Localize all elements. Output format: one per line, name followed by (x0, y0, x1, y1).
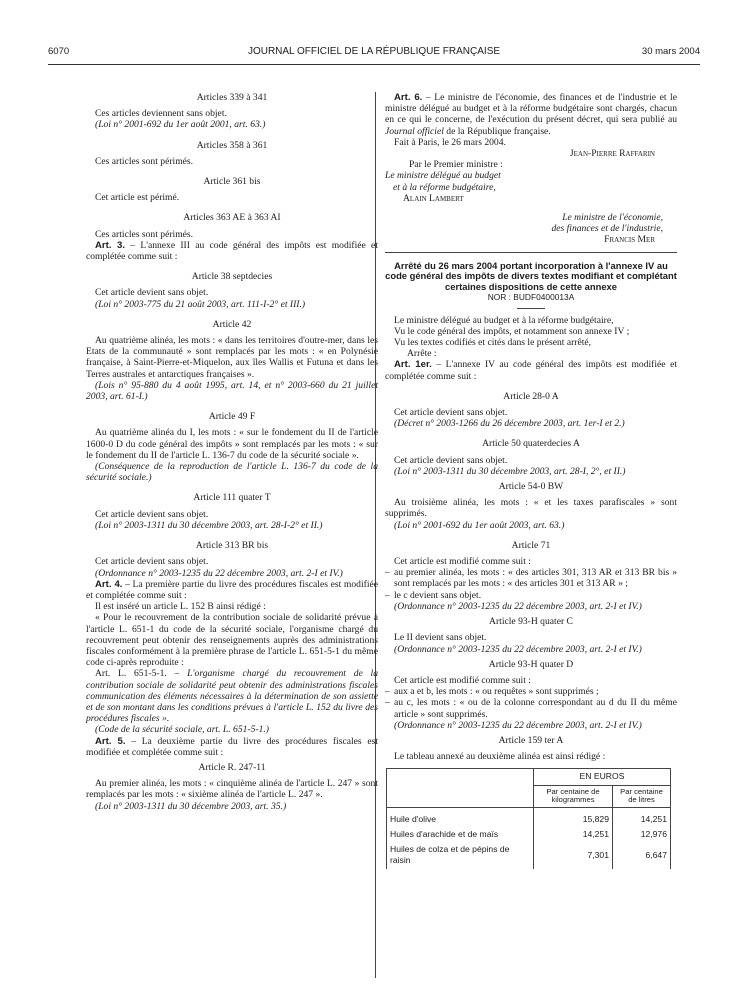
signature-prime-minister: Jean-Pierre Raffarin (569, 148, 655, 160)
minister-title: et à la réforme budgétaire, (393, 181, 496, 193)
source-note: (Loi n° 2003-1311 du 30 décembre 2003, art. 28-I-2° et II.) (95, 519, 323, 531)
article-3 (86, 240, 378, 262)
source-note: (Décret n° 2003-1266 du 26 décembre 2003, art. 1er-I et 2.) (394, 418, 625, 430)
article-text-end: de la République française. (443, 125, 551, 137)
source-note: (Loi n° 2003-775 du 21 août 2003, art. 111-I-2° et III.) (95, 298, 306, 310)
arrete-label: Arrête : (407, 348, 437, 360)
article-label: Art. 4. (95, 578, 123, 590)
article-label: Art. 3. (95, 239, 126, 251)
row-label: Huiles d'arachide et de maïs (387, 827, 534, 842)
header-rule (48, 64, 700, 65)
decree-title: Arrêté du 26 mars 2004 portant incorporation à l'annexe IV au code général des impôts de divers textes modifiant et complétant certaines dispositions de cette annexe (385, 259, 677, 292)
paragraph: Cet article devient sans objet. (95, 508, 209, 520)
table-corner (387, 769, 534, 807)
right-column (385, 92, 677, 869)
article-heading: Article 313 BR bis (195, 540, 269, 552)
paragraph: Ces articles deviennent sans objet. (95, 108, 227, 120)
column-header: Par centaine de litres (612, 785, 670, 807)
row-label: Huiles de colza et de pépins de raisin (387, 842, 534, 868)
minister-title: des finances et de l'industrie, (551, 223, 663, 235)
paragraph: Cet article est modifié comme suit : (394, 674, 531, 686)
paragraph: Il est inséré un article L. 152 B ainsi rédigé : (95, 601, 266, 613)
article-5 (86, 736, 378, 758)
article-heading: Article 71 (511, 539, 551, 551)
source-note: (Ordonnance n° 2003-1235 du 22 décembre 2003, art. 2-I et IV.) (394, 643, 642, 655)
article-text: – L'annexe IV au code général des impôts est modifiée et complétée comme suit : (385, 359, 677, 382)
list-item: – au c, les mots : « ou de la colonne correspondant au d du II du même article » sont supprimés. (385, 697, 677, 719)
quoted-article-text: L'organisme chargé du recouvrement de la contribution sociale de solidarité peut obtenir des administrations fiscales communication des éléments nécessaires à la détermination de son assiette et de son montant dans les conditions prévues à l'article L. 152 du livre des procédures fiscales ». (86, 668, 378, 725)
article-text: – La deuxième partie du livre des procédures fiscales est modifiée et complétée comme suit : (86, 735, 378, 758)
cell-kg: 15,829 (534, 807, 613, 827)
journal-reference: Journal officiel (385, 125, 444, 137)
page-header (48, 46, 700, 62)
article-heading: Article 361 bis (203, 176, 261, 188)
source-note: (Ordonnance n° 2003-1235 du 22 décembre 2003, art. 2-I et IV.) (394, 719, 642, 731)
source-note: (Loi n° 2001-692 du 1er août 2001, art. 63.) (95, 119, 266, 131)
page-number: 6070 (48, 46, 70, 57)
cell-litres: 12,976 (612, 827, 670, 842)
table-row (387, 827, 671, 842)
list-item: – au premier alinéa, les mots : « des articles 301, 313 AR et 313 BR bis » sont remplacés par les mots : « des articles 301 et 313 AR » ; (385, 567, 677, 589)
paragraph: Au premier alinéa, les mots : « cinquième alinéa de l'article L. 247 » sont remplacés par les mots : « sixième alinéa de l'article L. 247 ». (86, 778, 378, 801)
article-text: – L'annexe III au code général des impôts est modifiée et complétée comme suit : (86, 239, 378, 263)
preamble: Vu les textes codifiés et cités dans le présent arrêté, (394, 337, 592, 349)
article-6 (385, 92, 677, 137)
nor-reference: NOR : BUDF0400013A (487, 292, 575, 303)
article-heading: Article 28-0 A (503, 390, 559, 402)
preamble: Le ministre délégué au budget et à la réforme budgétaire, (394, 314, 614, 326)
article-label: Art. 1er. (394, 359, 432, 371)
article-heading: Articles 339 à 341 (196, 92, 268, 103)
article-label: Art. 6. (394, 92, 423, 103)
article-heading: Article 54-0 BW (498, 481, 564, 493)
source-note: (Ordonnance n° 2003-1235 du 22 décembre 2003, art. 2-I et IV.) (394, 600, 642, 612)
cell-litres: 6,647 (612, 842, 670, 868)
article-text: – Le ministre de l'économie, des finances et de l'industrie et le ministre délégué au budget et à la réforme budgétaire sont chargés, chacun en ce qui le concerne, de l'exécution du présent décret, qui sera publié au (385, 92, 677, 126)
paragraph: Ces articles sont périmés. (95, 155, 194, 167)
signature-budget-minister: Alain Lambert (403, 192, 464, 204)
minister-title: Le ministre délégué au budget (385, 170, 501, 182)
article-label: Art. 5. (95, 735, 126, 747)
article-heading: Articles 358 à 361 (196, 139, 268, 151)
by-prime-minister: Par le Premier ministre : (409, 159, 503, 171)
article-1 (385, 359, 677, 381)
article-heading: Article R. 247-11 (198, 761, 266, 773)
paragraph: Le II devient sans objet. (394, 632, 487, 644)
paragraph: Cet article est modifié comme suit : (394, 556, 531, 568)
paragraph: Ces articles sont périmés. (95, 228, 194, 240)
source-note: (Ordonnance n° 2003-1235 du 22 décembre 2003, art. 2-I et IV.) (95, 567, 343, 579)
paragraph: Cet article devient sans objet. (95, 556, 209, 568)
quoted-article-ref: Art. L. 651-5-1. – (95, 668, 188, 680)
short-rule (517, 308, 545, 309)
article-text: – La première partie du livre des procédures fiscales est modifiée et complétée comme suit : (86, 578, 378, 601)
paragraph: Cet article devient sans objet. (394, 454, 508, 466)
left-column (86, 92, 378, 812)
article-heading: Articles 363 AE à 363 AI (183, 212, 281, 224)
column-header: Par centaine de kilogrammes (534, 785, 613, 807)
list-item: – le c devient sans objet. (385, 590, 677, 601)
article-heading: Article 49 F (208, 411, 256, 423)
article-4 (86, 579, 378, 601)
article-heading: Article 111 quater T (193, 492, 271, 504)
paragraph: Au quatrième alinéa du I, les mots : « sur le fondement du II de l'article 1600-0 D du code général des impôts » sont remplacés par les mots : « sur le fondement du II de l'article L. 136-7 du code de la sécurité sociale ». (86, 427, 378, 461)
article-heading: Article 42 (212, 318, 252, 330)
cell-kg: 7,301 (534, 842, 613, 868)
source-note: (Lois n° 95-880 du 4 août 1995, art. 14, et n° 2003-660 du 21 juillet 2003, art. 61-I.) (86, 379, 378, 403)
article-heading: Article 93-H quater C (489, 616, 573, 628)
article-heading: Article 93-H quater D (488, 658, 574, 670)
paragraph: Cet article est périmé. (95, 192, 180, 204)
signature-economy-minister: Francis Mer (604, 234, 655, 246)
article-heading: Article 159 ter A (498, 734, 564, 746)
quoted-article (86, 668, 378, 724)
row-label: Huile d'olive (387, 807, 534, 827)
paragraph: « Pour le recouvrement de la contribution sociale de solidarité prévue à l'article L. 651-1 du code de la sécurité sociale, l'organisme chargé du recouvrement peut obtenir des renseignements auprès des administrations fiscales conformément à la première phrase de l'article L. 651-5-1 du même code ci-après reproduite : (86, 612, 378, 669)
source-note: (Loi n° 2003-1311 du 30 décembre 2003, art. 35.) (95, 800, 287, 812)
cell-litres: 14,251 (612, 807, 670, 827)
source-note: (Loi n° 2001-692 du 1er août 2003, art. 63.) (394, 519, 565, 531)
list-item: – aux a et b, les mots : « ou requêtes » sont supprimés ; (385, 686, 677, 697)
minister-title: Le ministre de l'économie, (562, 212, 663, 224)
table-row (387, 842, 671, 868)
source-note: (Code de la sécurité sociale, art. L. 651-5-1.) (95, 724, 269, 736)
source-note: (Conséquence de la reproduction de l'article L. 136-7 du code de la sécurité sociale.) (86, 461, 378, 484)
article-heading: Article 50 quaterdecies A (482, 438, 580, 450)
cell-kg: 14,251 (534, 827, 613, 842)
paragraph: Le tableau annexé au deuxième alinéa est ainsi rédigé : (394, 751, 606, 763)
signing-place-date: Fait à Paris, le 26 mars 2004. (394, 136, 506, 148)
paragraph: Cet article devient sans objet. (95, 287, 209, 299)
paragraph: Au quatrième alinéa, les mots : « dans les territoires d'outre-mer, dans les Etats de la communauté » sont remplacés par les mots : « en Polynésie française, à Saint-Pierre-et-Miquelon, aux îles Wallis et Futuna et dans les Terres australes et antarctiques françaises ». (86, 335, 378, 380)
article-heading: Article 38 septdecies (191, 271, 273, 283)
source-note: (Loi n° 2003-1311 du 30 décembre 2003, art. 28-I, 2°, et II.) (394, 465, 626, 477)
paragraph: Cet article devient sans objet. (394, 407, 508, 419)
paragraph: Au troisième alinéa, les mots : « et les taxes parafiscales » sont supprimés. (385, 497, 677, 520)
issue-date: 30 mars 2004 (641, 46, 700, 57)
preamble: Vu le code général des impôts, et notamment son annexe IV ; (394, 325, 630, 337)
oil-rates-table (386, 768, 671, 868)
journal-title: JOURNAL OFFICIEL DE LA RÉPUBLIQUE FRANÇAISE (247, 46, 501, 57)
table-group-header: EN EUROS (534, 769, 671, 785)
section-rule (385, 252, 677, 253)
table-row (387, 807, 671, 827)
